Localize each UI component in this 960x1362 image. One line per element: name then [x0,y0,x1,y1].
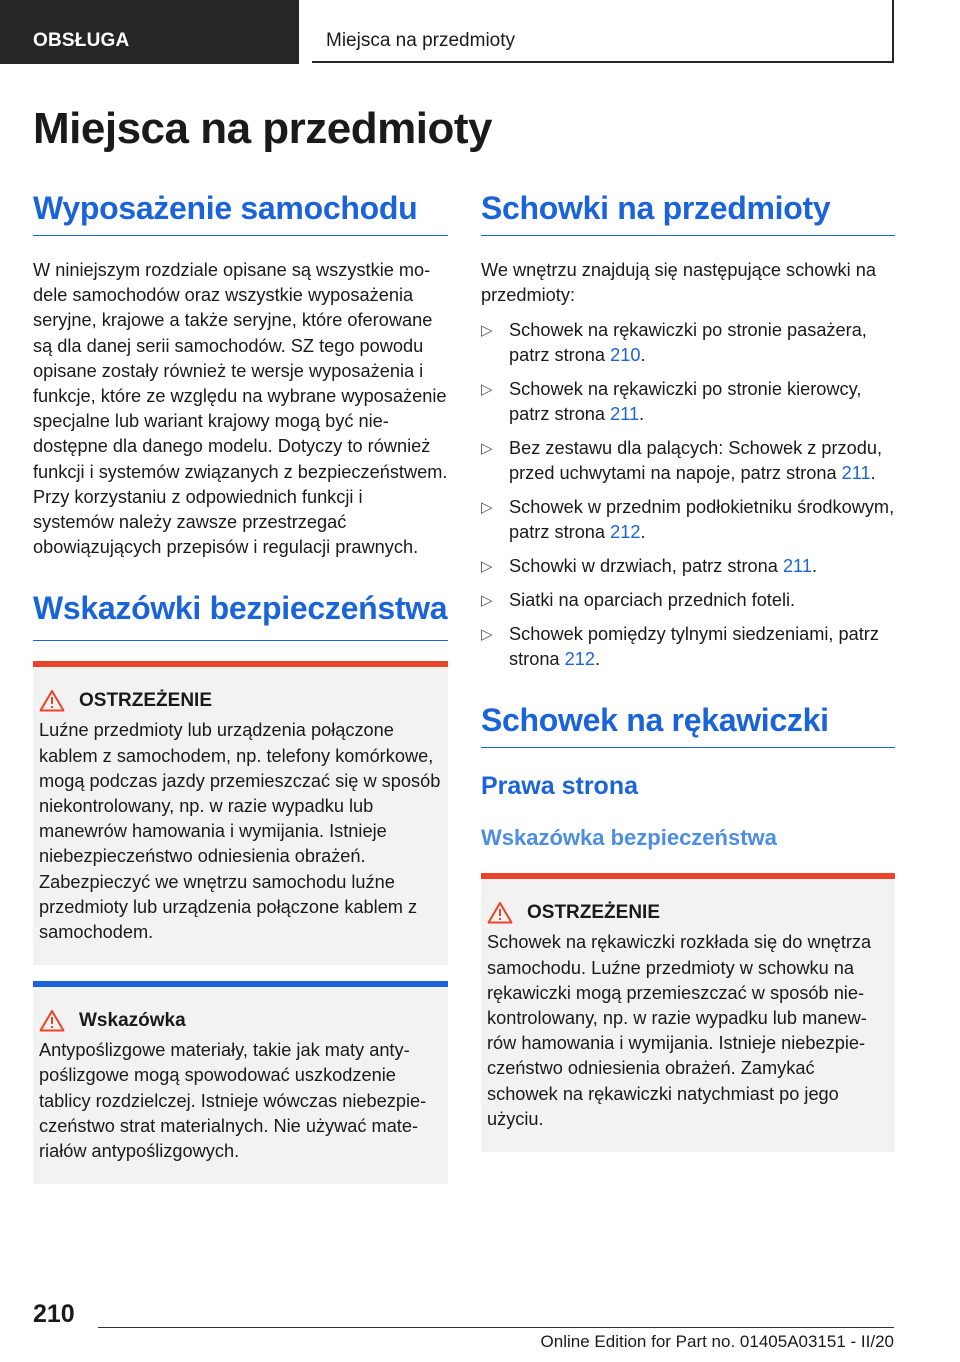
list-item-end: . [811,556,817,577]
page-ref-link[interactable]: 212 [564,649,595,670]
storage-intro: We wnętrzu znajdują się następujące schowki na przedmioty: [481,259,876,306]
page-ref-link[interactable]: 211 [782,556,812,577]
list-item [481,622,895,672]
page-ref-link[interactable]: 211 [841,463,871,484]
page-title: Miejsca na przedmioty [33,104,492,153]
note-box [33,981,448,1184]
note-text: Antypoślizgowe materiały, takie jak maty antypoślizgowe mogą spowodować uszkodzenie tablicy rozdzielczej. Istnieje wówczas niebezpieczeństwo strat materialnych. Nie używać materiałów antypoślizgowych. [39,1040,427,1162]
page-ref-link[interactable]: 210 [610,345,641,366]
left-column [33,188,448,1184]
glovebox-warning-title: OSTRZEŻENIE [527,901,661,923]
glovebox-warning-box [481,873,895,1152]
bullet-triangle-icon: ▷ [481,499,493,517]
warning-triangle-icon [39,689,65,712]
page-number: 210 [33,1300,75,1328]
warning-header [39,689,442,712]
bullet-triangle-icon: ▷ [481,592,493,610]
list-item-text: Schowek pomiędzy tylnymi siedzeniami, patrz strona [509,624,879,670]
list-item-text: Siatki na oparciach przednich foteli. [509,590,796,611]
note-header [39,1009,442,1032]
caution-triangle-icon [39,1009,65,1032]
list-item [481,495,895,545]
page-ref-link[interactable]: 211 [610,404,640,425]
glovebox-warning-header [487,901,889,924]
list-item [481,318,895,368]
list-item-end: . [640,522,646,543]
footer-divider [98,1327,894,1328]
storage-heading: Schowki na przedmioty [481,188,895,236]
glovebox-heading: Schowek na rękawiczki [481,700,895,748]
list-item-text: Schowek na rękawiczki po stronie pasażera, patrz strona [509,320,867,366]
list-item-end: . [594,649,601,670]
equipment-text: W niniejszym rozdziale opisane są wszystkie modele samochodów oraz wszystkie wyposażenia seryjne, krajowe a także seryjne, które oferowane są dla danej serii samochodów. SZ tego powodu opisane zostały również te wersje wyposażenia i funkcje, które ze względu na wybrane wyposażenie specjalne lub wariant krajowy mogą być niedostępne dla danego modelu. Dotyczy to również funkcji i systemów związanych z bezpieczeństwem. Przy korzystaniu z odpowiednich funkcji i systemów należy zawsze przestrzegać obowiązujących przepisów i regulacji prawnych. [33,259,448,558]
bullet-triangle-icon: ▷ [481,381,493,399]
storage-list [481,318,895,672]
bullet-triangle-icon: ▷ [481,440,493,458]
list-item-text: Schowki w drzwiach, patrz strona [509,556,783,577]
footer-edition: Online Edition for Part no. 01405A03151 - II/20 [540,1332,894,1351]
glovebox-safety-heading: Wskazówka bezpieczeństwa [481,825,777,851]
header-topic-label: Miejsca na przedmioty [326,30,516,51]
note-title: Wskazówka [79,1009,186,1031]
header-section-label: OBSŁUGA [33,30,130,51]
list-item-end: . [639,404,645,425]
list-item [481,436,895,486]
list-item [481,377,895,427]
bullet-triangle-icon: ▷ [481,322,493,340]
warning-text: Luźne przedmioty lub urządzenia połączone kablem z samochodem, np. telefony komórkowe, mogą podczas jazdy przemieszczać się w sposób niekontrolowany, np. w razie wypadku lub manewrów hamowania i wymijania. Istnieje niebezpieczeństwo odniesienia obrażeń. Zabezpieczyć we wnętrzu samochodu luźne przedmioty lub urządzenia połączone kablem z samochodem. [39,720,441,943]
list-item-text: Bez zestawu dla palących: Schowek z przodu, przed uchwytami na napoje, patrz strona [509,438,883,484]
list-item-text: Schowek na rękawiczki po stronie kierowcy, patrz strona [509,379,862,425]
list-item-end: . [640,345,646,366]
glovebox-subheading: Prawa strona [481,772,639,801]
warning-title: OSTRZEŻENIE [79,689,213,711]
header-topic-tab [312,0,894,63]
bullet-triangle-icon: ▷ [481,558,493,576]
glovebox-warning-text: Schowek na rękawiczki rozkłada się do wnętrza samochodu. Luźne przedmioty w schowku na rękawiczki mogą przemieszczać w sposób niekontrolowany, np. w razie wypadku lub manewrów hamowania i wymijania. Istnieje niebezpieczeństwo odniesienia obrażeń. Zamykać schowek na rękawiczki natychmiast po jego użyciu. [487,932,872,1129]
list-item-text: Schowek w przednim podłokietniku środkowym, patrz strona [509,497,895,543]
page-ref-link[interactable]: 212 [610,522,641,543]
safety-heading: Wskazówki bezpieczeństwa [33,582,448,641]
list-item-end: . [870,463,876,484]
equipment-heading: Wyposażenie samochodu [33,188,448,236]
header-section-tab [0,0,299,64]
list-item [481,554,895,579]
right-column [481,188,895,1152]
list-item [481,588,895,613]
bullet-triangle-icon: ▷ [481,626,493,644]
warning-triangle-icon [487,901,513,924]
warning-box [33,661,448,965]
